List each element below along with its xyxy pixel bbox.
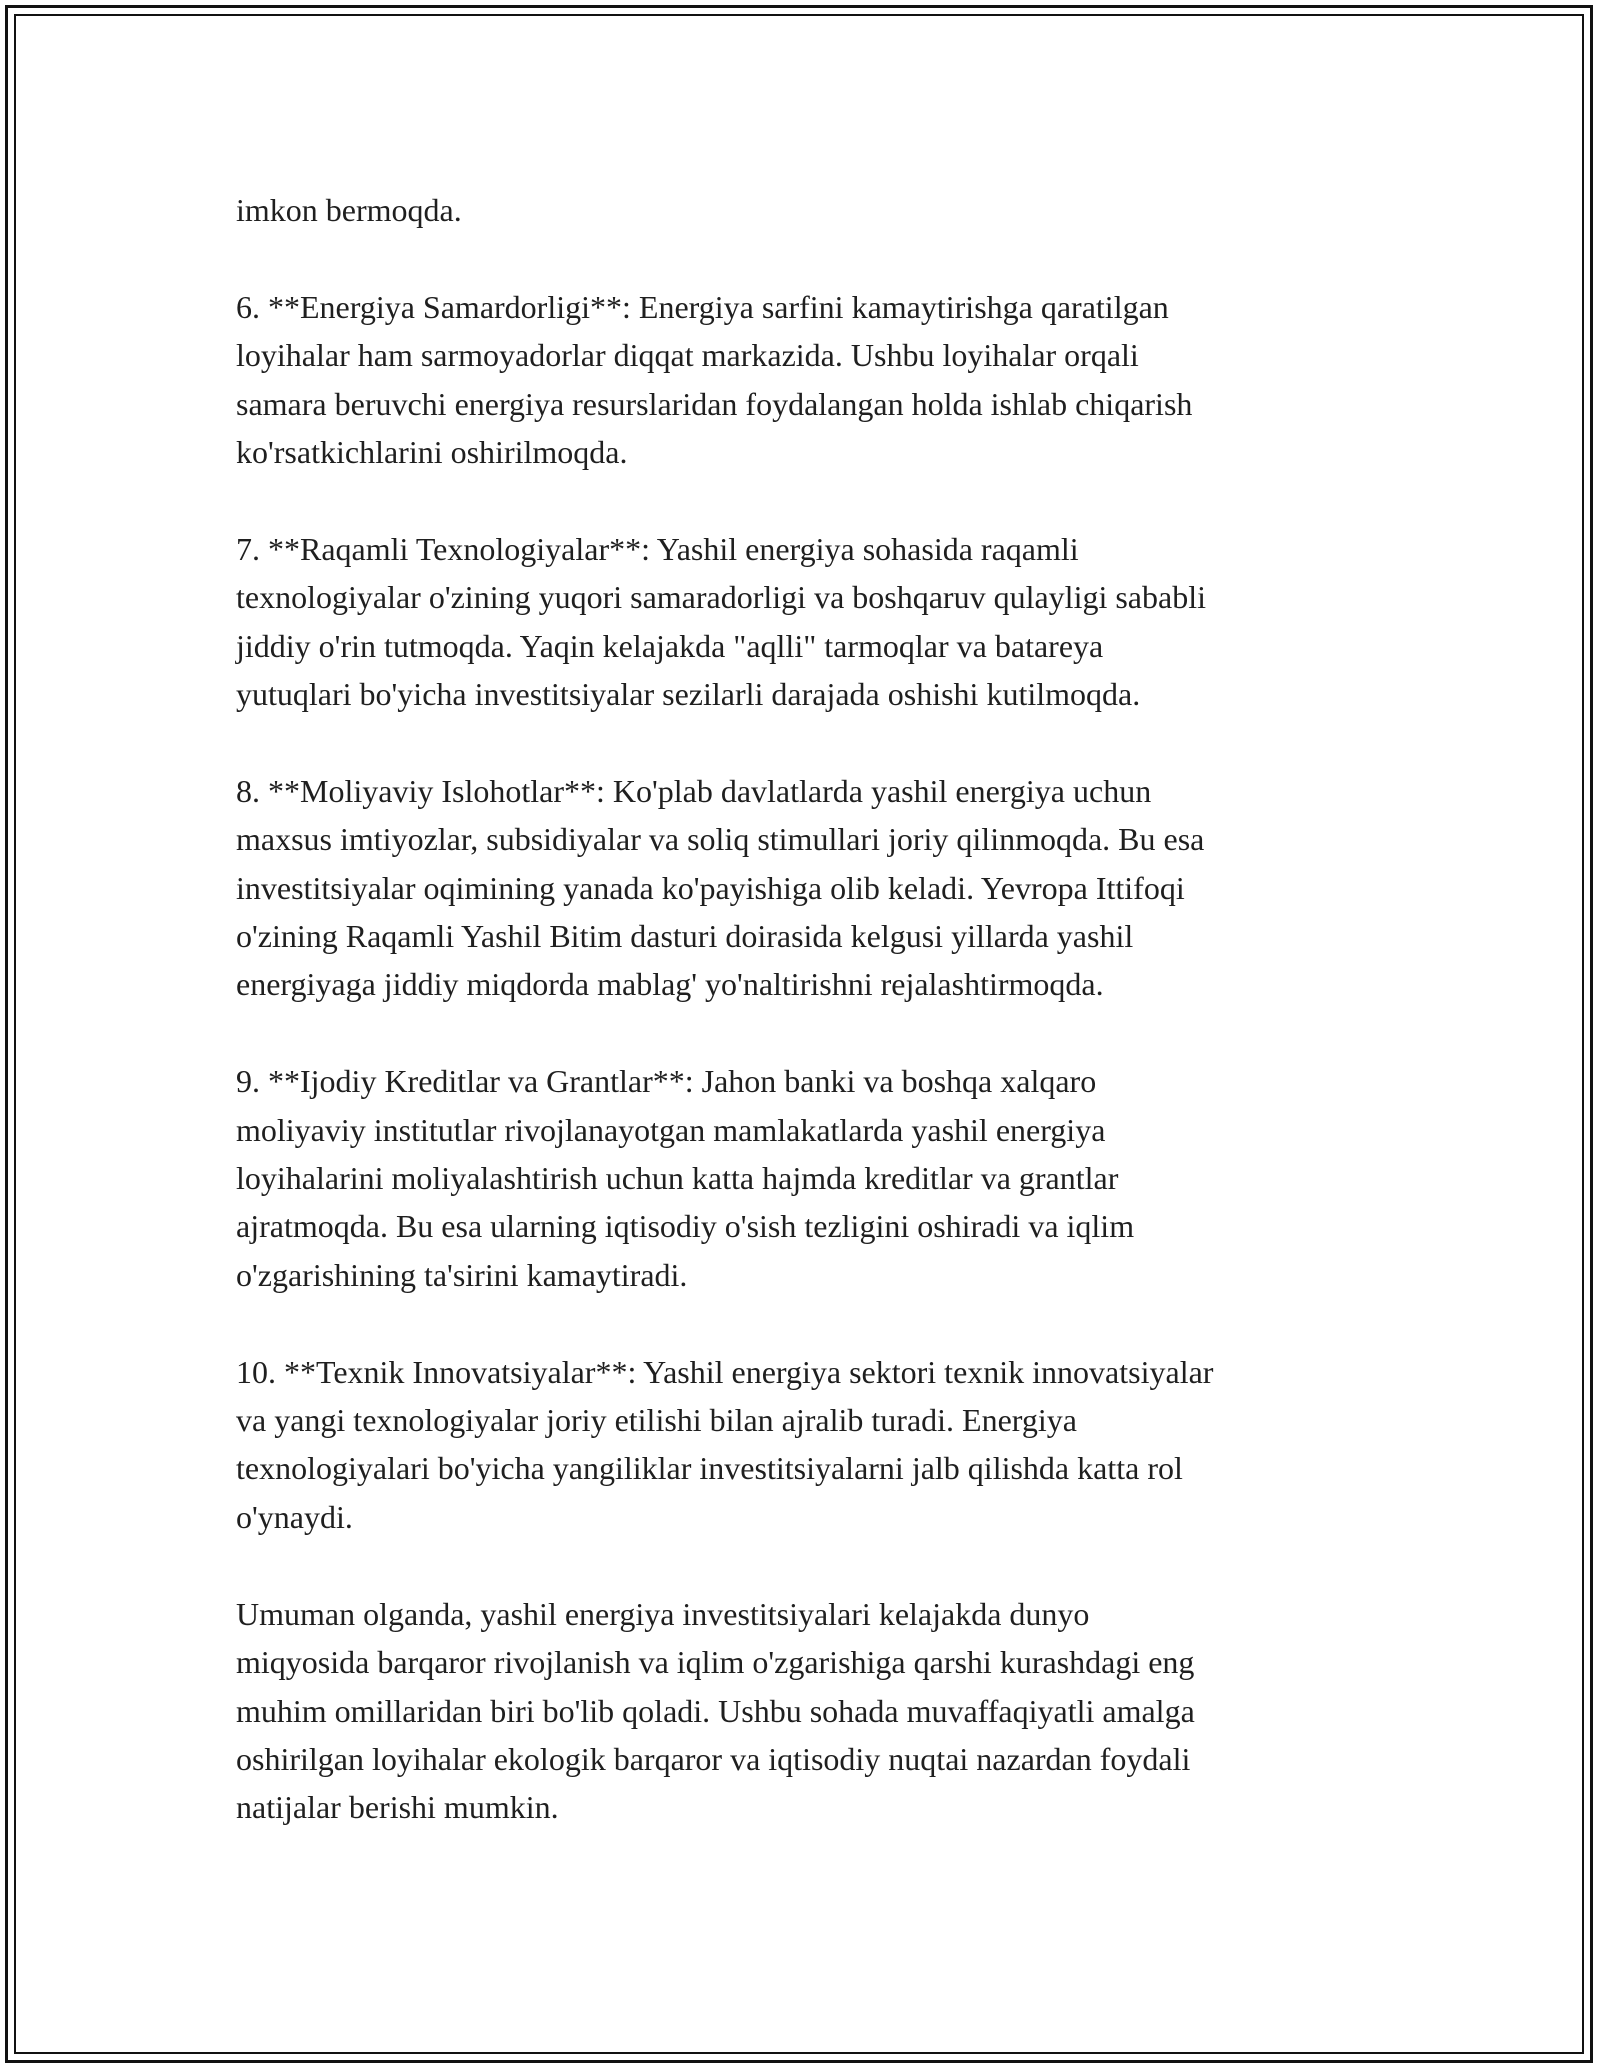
text-line: natijalar berishi mumkin. <box>236 1789 559 1826</box>
text-line: moliyaviy institutlar rivojlanayotgan mamlakatlarda yashil energiya <box>236 1111 1106 1148</box>
text-line: Umuman olganda, yashil energiya investitsiyalari kelajakda dunyo <box>236 1595 1090 1632</box>
text-line: 10. **Texnik Innovatsiyalar**: Yashil energiya sektori texnik innovatsiyalar <box>236 1353 1214 1390</box>
text-line: maxsus imtiyozlar, subsidiyalar va soliq stimullari joriy qilinmoqda. Bu esa <box>236 821 1205 858</box>
text-line: muhim omillaridan biri bo'lib qoladi. Ushbu sohada muvaffaqiyatli amalga <box>236 1692 1195 1729</box>
paragraph-item-10 <box>236 1348 1376 1542</box>
document-body <box>236 186 1376 1832</box>
text-line: investitsiyalar oqimining yanada ko'payishiga olib keladi. Yevropa Ittifoqi <box>236 869 1185 906</box>
paragraph-conclusion <box>236 1590 1376 1832</box>
text-line: o'zgarishining ta'sirini kamaytiradi. <box>236 1256 688 1293</box>
paragraph-continuation <box>236 186 1376 234</box>
text-line: loyihalarini moliyalashtirish uchun katta hajmda kreditlar va grantlar <box>236 1160 1119 1197</box>
paragraph-item-7 <box>236 525 1376 719</box>
text-line: yutuqlari bo'yicha investitsiyalar sezilarli darajada oshishi kutilmoqda. <box>236 676 1141 713</box>
paragraph-item-6 <box>236 283 1376 477</box>
text-line: texnologiyalar o'zining yuqori samaradorligi va boshqaruv qulayligi sababli <box>236 579 1206 616</box>
paragraph-item-9 <box>236 1057 1376 1299</box>
text-line: texnologiyalari bo'yicha yangiliklar investitsiyalarni jalb qilishda katta rol <box>236 1450 1183 1487</box>
text-line: imkon bermoqda. <box>236 192 462 228</box>
text-line: oshirilgan loyihalar ekologik barqaror va iqtisodiy nuqtai nazardan foydali <box>236 1740 1191 1777</box>
text-line: o'ynaydi. <box>236 1498 353 1535</box>
text-line: jiddiy o'rin tutmoqda. Yaqin kelajakda "aqlli" tarmoqlar va batareya <box>236 627 1104 664</box>
text-line: loyihalar ham sarmoyadorlar diqqat markazida. Ushbu loyihalar orqali <box>236 337 1139 374</box>
text-line: 6. **Energiya Samardorligi**: Energiya sarfini kamaytirishga qaratilgan <box>236 288 1169 325</box>
text-line: ajratmoqda. Bu esa ularning iqtisodiy o'sish tezligini oshiradi va iqlim <box>236 1208 1135 1245</box>
paragraph-item-8 <box>236 767 1376 1009</box>
text-line: 7. **Raqamli Texnologiyalar**: Yashil energiya sohasida raqamli <box>236 530 1079 567</box>
text-line: miqyosida barqaror rivojlanish va iqlim o'zgarishiga qarshi kurashdagi eng <box>236 1644 1195 1681</box>
text-line: 9. **Ijodiy Kreditlar va Grantlar**: Jahon banki va boshqa xalqaro <box>236 1063 1097 1100</box>
text-line: samara beruvchi energiya resurslaridan foydalangan holda ishlab chiqarish <box>236 385 1193 422</box>
text-line: 8. **Moliyaviy Islohotlar**: Ko'plab davlatlarda yashil energiya uchun <box>236 772 1152 809</box>
text-line: va yangi texnologiyalar joriy etilishi bilan ajralib turadi. Energiya <box>236 1402 1077 1439</box>
text-line: ko'rsatkichlarini oshirilmoqda. <box>236 434 628 471</box>
text-line: o'zining Raqamli Yashil Bitim dasturi doirasida kelgusi yillarda yashil <box>236 918 1134 955</box>
text-line: energiyaga jiddiy miqdorda mablag' yo'naltirishni rejalashtirmoqda. <box>236 966 1104 1003</box>
